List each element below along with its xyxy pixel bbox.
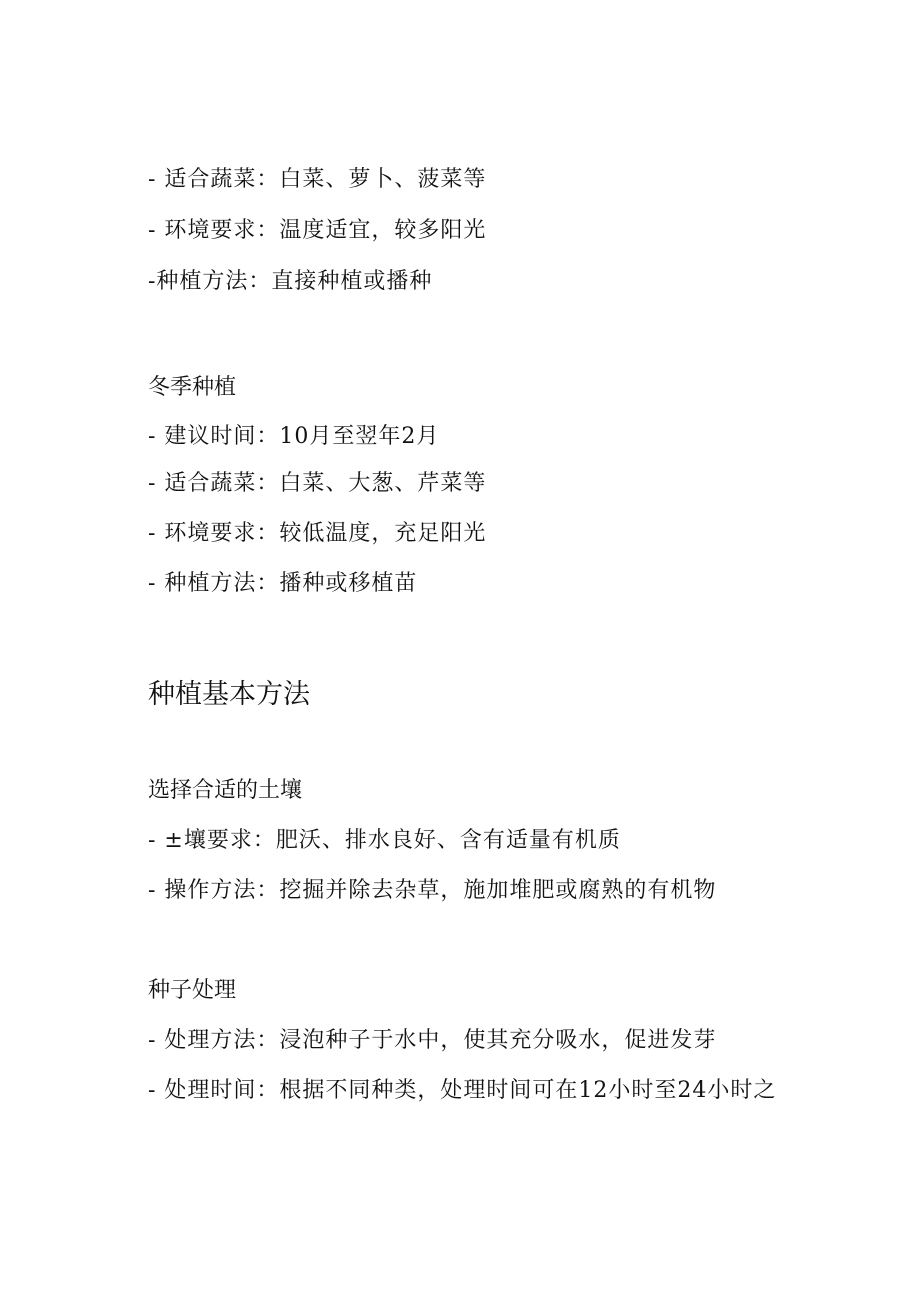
seed-method-line: - 处理方法：浸泡种子于水中，使其充分吸水，促进发芽 xyxy=(148,1028,717,1053)
winter-time-line: - 建议时间：10月至翌年2月 xyxy=(148,424,440,449)
winter-method-line: - 种植方法：播种或移植苗 xyxy=(148,571,418,596)
winter-environment-line: - 环境要求：较低温度，充足阳光 xyxy=(148,521,487,546)
seed-time-line: - 处理时间：根据不同种类，处理时间可在12小时至24小时之 xyxy=(148,1078,777,1103)
autumn-environment-line: - 环境要求：温度适宜，较多阳光 xyxy=(148,218,487,243)
autumn-method-line: -种植方法：直接种植或播种 xyxy=(148,269,433,294)
soil-requirement-line: - ±壤要求：肥沃、排水良好、含有适量有机质 xyxy=(148,828,621,853)
methods-title: 种植基本方法 xyxy=(148,679,310,710)
winter-vegetables-line: - 适合蔬菜：白菜、大葱、芹菜等 xyxy=(148,471,487,496)
soil-operation-line: - 操作方法：挖掘并除去杂草，施加堆肥或腐熟的有机物 xyxy=(148,878,717,903)
winter-heading: 冬季种植 xyxy=(148,375,237,400)
seed-heading: 种子处理 xyxy=(148,978,237,1003)
autumn-vegetables-line: - 适合蔬菜：白菜、萝卜、菠菜等 xyxy=(148,167,487,192)
soil-heading: 选择合适的土壤 xyxy=(148,778,303,803)
